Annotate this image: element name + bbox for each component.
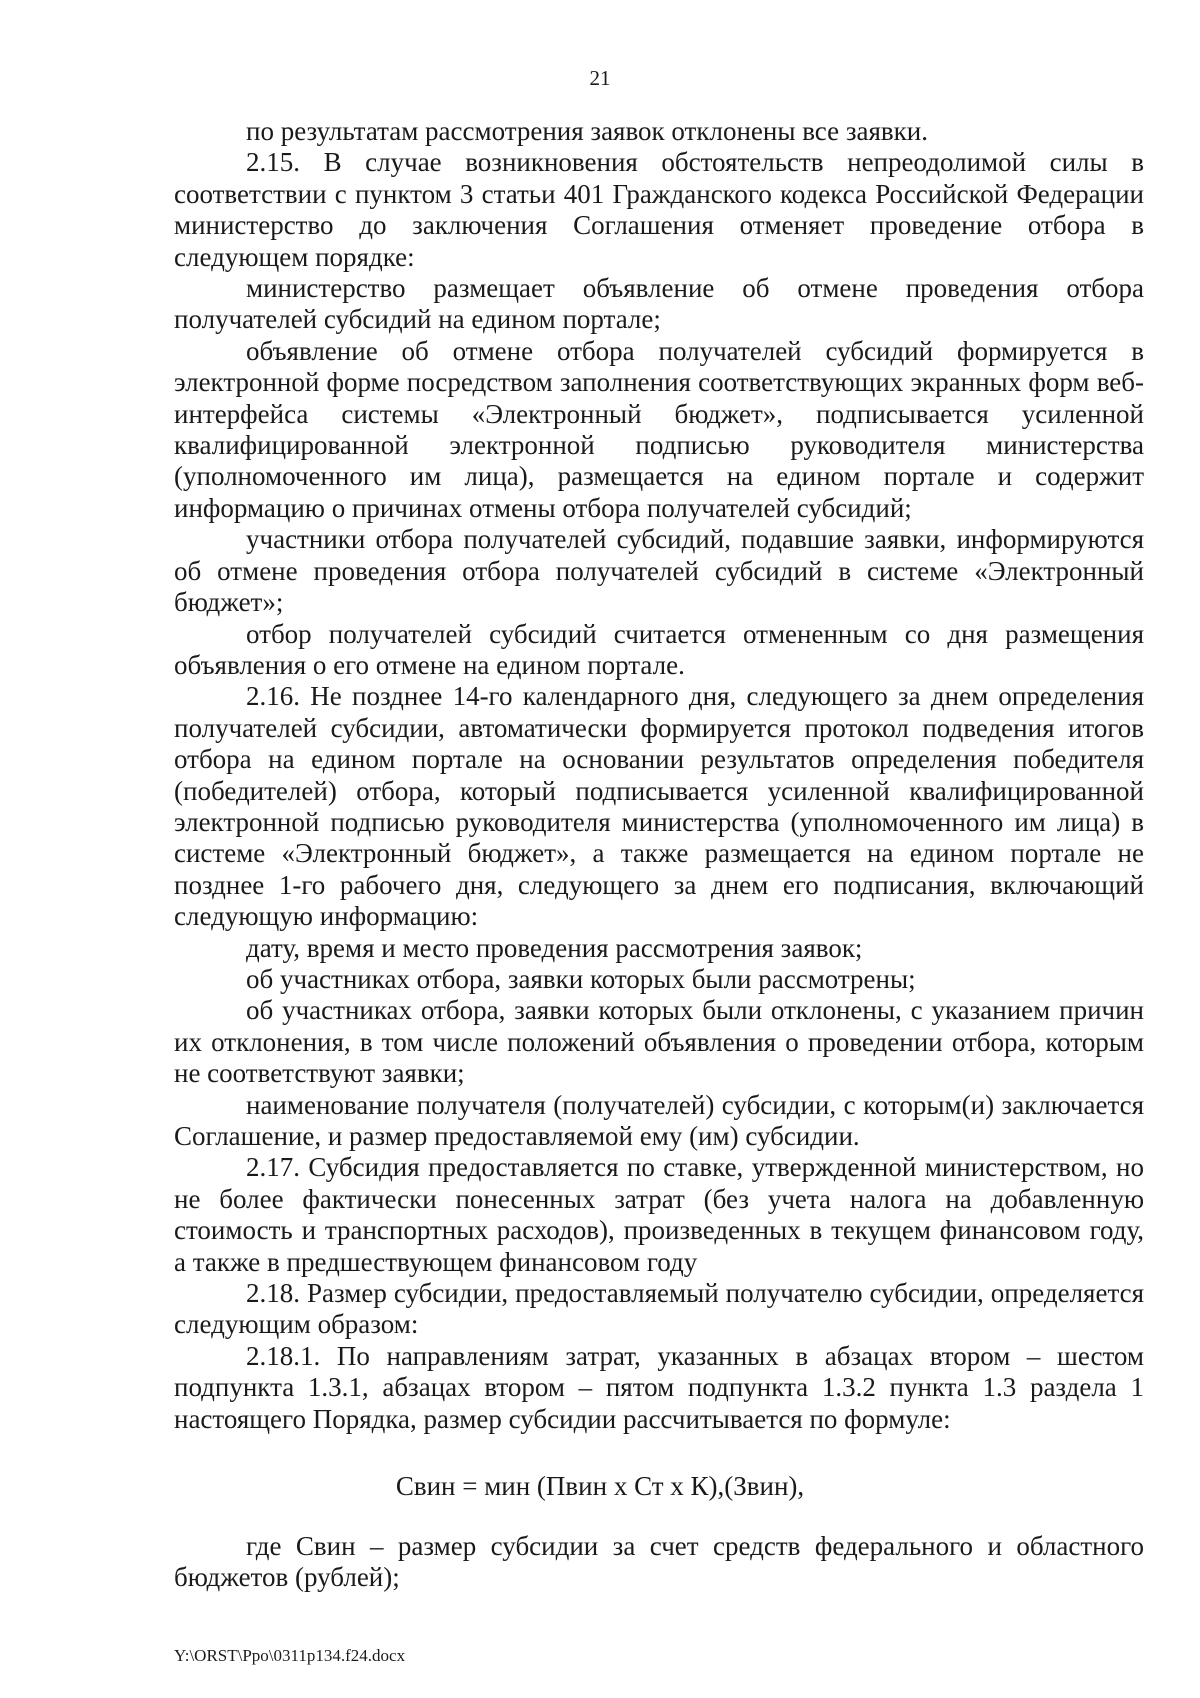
- paragraph: 2.18.1. По направлениям затрат, указанных в абзацах втором – шестом подпункта 1.3.1, абзацах втором – пятом подпункта 1.3.2 пункта 1.3 раздела 1 настоящего Порядка, размер субсидии рассчитывается по формуле:: [174, 1340, 1144, 1434]
- formula-explanation: где Свин – размер субсидии за счет средств федерального и областного бюджетов (рублей);: [174, 1531, 1144, 1593]
- document-body: [174, 116, 1144, 1435]
- paragraph: 2.17. Субсидия предоставляется по ставке, утвержденной министерством, но не более фактически понесенных затрат (без учета налога на добавленную стоимость и транспортных расходов), произведенных в текущем финансовом году, а также в предшествующем финансовом году: [174, 1152, 1144, 1277]
- paragraph: 2.18. Размер субсидии, предоставляемый получателю субсидии, определяется следующим образом:: [174, 1278, 1144, 1340]
- paragraph: 2.16. Не позднее 14-го календарного дня, следующего за днем определения получателей субсидии, автоматически формируется протокол подведения итогов отбора на едином портале на основании результатов определения победителя (победителей) отбора, который подписывается усиленной квалифицированной электронной подписью руководителя министерства (уполномоченного им лица) в системе «Электронный бюджет», а также размещается на едином портале не позднее 1-го рабочего дня, следующего за днем его подписания, включающий следующую информацию:: [174, 681, 1144, 932]
- paragraph: об участниках отбора, заявки которых были рассмотрены;: [246, 963, 916, 994]
- paragraph: об участниках отбора, заявки которых были отклонены, с указанием причин их отклонения, в том числе положений объявления о проведении отбора, которым не соответствуют заявки;: [174, 995, 1144, 1089]
- page-number: 21: [589, 66, 611, 90]
- paragraph: 2.15. В случае возникновения обстоятельств непреодолимой силы в соответствии с пунктом 3 статьи 401 Гражданского кодекса Российской Федерации министерство до заключения Соглашения отменяет проведение отбора в следующем порядке:: [174, 147, 1144, 272]
- paragraph: дату, время и место проведения рассмотрения заявок;: [246, 932, 863, 963]
- subsidy-formula: Свин = мин (Пвин х Ст х К),(Звин),: [395, 1471, 805, 1501]
- paragraph: отбор получателей субсидий считается отмененным со дня размещения объявления о его отмене на едином портале.: [174, 618, 1144, 680]
- paragraph: министерство размещает объявление об отмене проведения отбора получателей субсидий на едином портале;: [174, 273, 1144, 335]
- paragraph: наименование получателя (получателей) субсидии, с которым(и) заключается Соглашение, и размер предоставляемой ему (им) субсидии.: [174, 1089, 1144, 1151]
- paragraph: по результатам рассмотрения заявок отклонены все заявки.: [246, 116, 928, 146]
- file-path-footer: Y:\ORST\Ppo\0311p134.f24.docx: [174, 1646, 406, 1665]
- paragraph: участники отбора получателей субсидий, подавшие заявки, информируются об отмене проведения отбора получателей субсидий в системе «Электронный бюджет»;: [174, 524, 1144, 618]
- paragraph: объявление об отмене отбора получателей субсидий формируется в электронной форме посредством заполнения соответствующих экранных форм веб-интерфейса системы «Электронный бюджет», подписывается усиленной квалифицированной электронной подписью руководителя министерства (уполномоченного им лица), размещается на едином портале и содержит информацию о причинах отмены отбора получателей субсидий;: [174, 335, 1144, 523]
